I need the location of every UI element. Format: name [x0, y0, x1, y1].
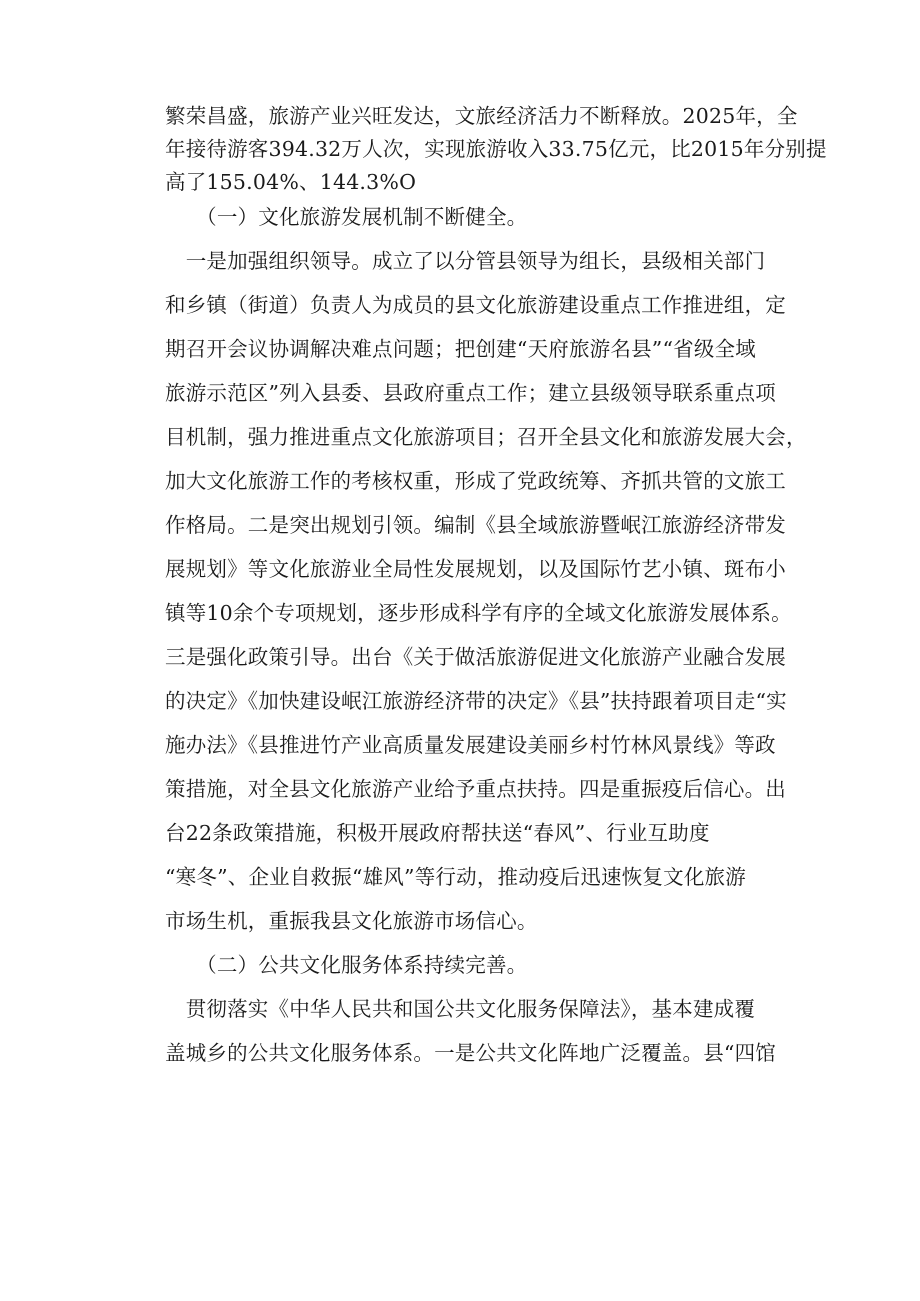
text-line: 目机制，强力推进重点文化旅游项目；召开全县文化和旅游发展大会， [165, 425, 807, 449]
text-line: 镇等10余个专项规划，逐步形成科学有序的全域文化旅游发展体系。 [165, 601, 792, 625]
section-heading-2: （二）公共文化服务体系持续完善。 [165, 953, 528, 977]
text-line: 的决定》《加快建设岷江旅游经济带的决定》《县”扶持跟着项目走“实 [165, 689, 787, 713]
text-line: 和乡镇（街道）负责人为成员的县文化旅游建设重点工作推进组，定 [165, 293, 786, 317]
text-line: 旅游示范区”列入县委、县政府重点工作；建立县级领导联系重点项 [165, 381, 776, 405]
text-line: 台22条政策措施，积极开展政府帮扶送“春风”、行业互助度 [165, 821, 710, 845]
text-line: 期召开会议协调解决难点问题；把创建“天府旅游名县”“省级全域 [165, 337, 756, 361]
text-line: 策措施，对全县文化旅游产业给予重点扶持。四是重振疫后信心。出 [165, 777, 786, 801]
intro-paragraph [165, 100, 827, 199]
text-line: 贯彻落实《中华人民共和国公共文化服务保障法》，基本建成覆 [165, 997, 756, 1021]
text-line: 繁荣昌盛，旅游产业兴旺发达，文旅经济活力不断释放。2025年，全 [165, 104, 798, 128]
text-line: 施办法》《县推进竹产业高质量发展建设美丽乡村竹林风景线》等政 [165, 733, 776, 757]
section-heading-1: （一）文化旅游发展机制不断健全。 [165, 205, 528, 229]
text-line: 市场生机，重振我县文化旅游市场信心。 [165, 909, 538, 933]
text-line: 展规划》等文化旅游业全局性发展规划，以及国际竹艺小镇、斑布小 [165, 557, 786, 581]
body-text [165, 195, 807, 1075]
text-line: “寒冬”、企业自救振“雄风”等行动，推动疫后迅速恢复文化旅游 [165, 865, 746, 889]
text-line: 盖城乡的公共文化服务体系。一是公共文化阵地广泛覆盖。县“四馆 [165, 1041, 776, 1065]
text-line: 作格局。二是突出规划引领。编制《县全域旅游暨岷江旅游经济带发 [165, 513, 786, 537]
text-line: 高了155.04%、144.3%O [165, 170, 417, 194]
text-line: 一是加强组织领导。成立了以分管县领导为组长，县级相关部门 [165, 249, 766, 273]
text-line: 年接待游客394.32万人次，实现旅游收入33.75亿元，比2015年分别提 [165, 137, 827, 161]
text-line: 三是强化政策引导。出台《关于做活旅游促进文化旅游产业融合发展 [165, 645, 786, 669]
text-line: 加大文化旅游工作的考核权重，形成了党政统筹、齐抓共管的文旅工 [165, 469, 786, 493]
